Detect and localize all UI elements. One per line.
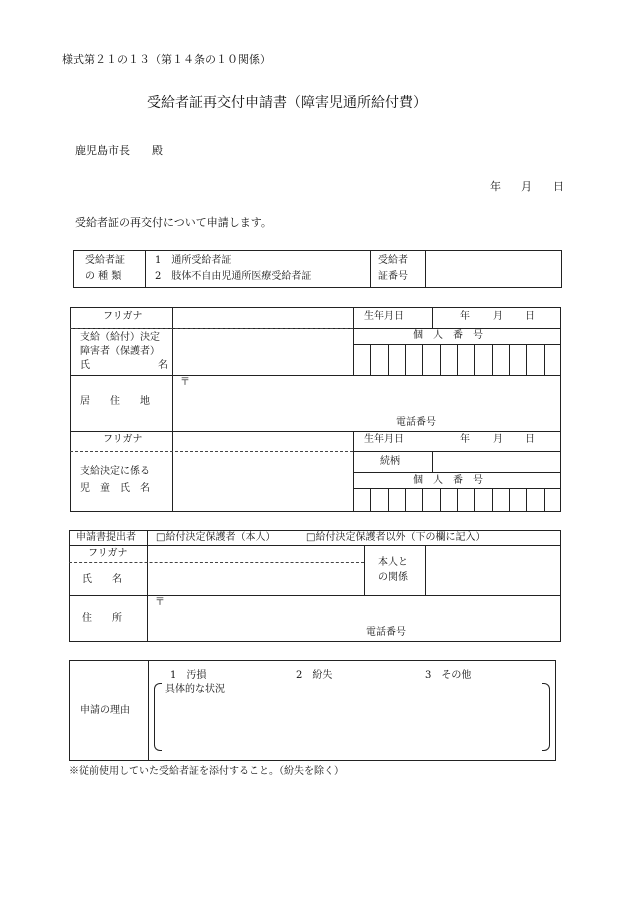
reason-option-1[interactable]: 1 汚損 <box>170 670 207 681</box>
number-cell-divider <box>492 488 493 512</box>
number-cell-divider <box>388 488 389 512</box>
child-relation-label: 続柄 <box>380 456 400 467</box>
number-cell-divider <box>526 344 527 375</box>
reason-label: 申請の理由 <box>80 705 130 716</box>
cert-type-label-1: 受給者証 <box>85 255 125 266</box>
child-furigana-label: フリガナ <box>103 434 143 445</box>
child-name-label-1: 支給決定に係る <box>80 466 150 477</box>
reason-bracket-right <box>542 683 550 751</box>
guardian-kojin-number-grid[interactable] <box>353 344 561 375</box>
guardian-name-label-2: 障害者（保護者） <box>80 346 160 357</box>
cert-type-label-2: の 種 類 <box>85 271 122 282</box>
applicant-furigana-field[interactable] <box>148 546 363 561</box>
child-name-field[interactable] <box>173 452 352 511</box>
reason-option-2[interactable]: 2 紛失 <box>296 670 333 681</box>
child-kojin-number-grid[interactable] <box>353 488 561 512</box>
cert-number-field[interactable] <box>426 251 561 287</box>
page-title: 受給者証再交付申請書（障害児通所給付費） <box>147 95 427 111</box>
reason-option-3[interactable]: 3 その他 <box>425 670 472 681</box>
number-cell-divider <box>405 344 406 375</box>
applicant-furigana-label: フリガナ <box>88 548 128 559</box>
child-name-label-2: 児 童 氏 名 <box>80 483 150 494</box>
child-relation-field[interactable] <box>433 452 560 471</box>
guardian-birth-year: 年 <box>460 311 470 322</box>
footnote: ※従前使用していた受給者証を添付すること。（紛失を除く） <box>69 766 344 777</box>
guardian-name-label-3b: 名 <box>158 360 168 371</box>
number-cell-divider <box>457 488 458 512</box>
number-cell-divider <box>388 344 389 375</box>
guardian-furigana-field[interactable] <box>173 308 352 327</box>
child-kojin-label: 個 人 番 号 <box>413 475 483 486</box>
guardian-birth-month: 月 <box>493 311 503 322</box>
number-cell-divider <box>544 488 545 512</box>
cert-number-label-1: 受給者 <box>378 255 408 266</box>
guardian-kojin-label: 個 人 番 号 <box>413 330 483 341</box>
applicant-address-field[interactable] <box>165 597 559 625</box>
date-year: 年 <box>490 180 501 193</box>
guardian-furigana-label: フリガナ <box>103 311 143 322</box>
guardian-address-field[interactable] <box>190 377 560 415</box>
applicant-phone-label: 電話番号 <box>366 627 406 638</box>
child-birth-label: 生年月日 <box>364 434 404 445</box>
applicant-relation-field[interactable] <box>426 546 560 594</box>
number-cell-divider <box>492 344 493 375</box>
applicant-relation-label-1: 本人と <box>378 557 408 568</box>
applicant-name-label: 氏 名 <box>82 574 122 585</box>
guardian-birth-label: 生年月日 <box>364 311 404 322</box>
applicant-name-field[interactable] <box>148 563 363 594</box>
applicant-relation-label-2: の関係 <box>378 572 408 583</box>
date-day: 日 <box>553 180 564 193</box>
number-cell-divider <box>440 344 441 375</box>
reason-bracket-left <box>154 683 162 751</box>
number-cell-divider <box>474 488 475 512</box>
reason-detail-label: 具体的な状況 <box>165 684 225 695</box>
number-cell-divider <box>405 488 406 512</box>
cert-type-option-1[interactable]: 1 通所受給者証 <box>155 255 232 266</box>
number-cell-divider <box>370 344 371 375</box>
form-code: 様式第２１の１３（第１４条の１０関係） <box>62 53 271 66</box>
guardian-postal-mark: 〒 <box>180 377 190 388</box>
cert-type-option-2[interactable]: 2 肢体不自由児通所医療受給者証 <box>155 271 312 282</box>
number-cell-divider <box>509 344 510 375</box>
number-cell-divider <box>440 488 441 512</box>
guardian-birth-day: 日 <box>525 311 535 322</box>
addressee: 鹿児島市長 殿 <box>75 144 163 157</box>
child-furigana-field[interactable] <box>173 432 352 450</box>
number-cell-divider <box>509 488 510 512</box>
number-cell-divider <box>422 344 423 375</box>
intro-text: 受給者証の再交付について申請します。 <box>75 216 272 229</box>
applicant-postal-mark: 〒 <box>155 597 165 608</box>
applicant-address-label: 住 所 <box>82 613 122 624</box>
number-cell-divider <box>544 344 545 375</box>
number-cell-divider <box>422 488 423 512</box>
reason-detail-field[interactable] <box>165 700 539 746</box>
guardian-address-label: 居 住 地 <box>80 396 150 407</box>
guardian-name-field[interactable] <box>173 329 352 374</box>
child-birth-month: 月 <box>493 434 503 445</box>
applicant-option-self[interactable]: □給付決定保護者（本人） <box>156 532 276 543</box>
date-month: 月 <box>521 180 532 193</box>
number-cell-divider <box>526 488 527 512</box>
guardian-phone-label: 電話番号 <box>396 417 436 428</box>
cert-number-label-2: 証番号 <box>378 271 408 282</box>
number-cell-divider <box>474 344 475 375</box>
child-birth-day: 日 <box>525 434 535 445</box>
number-cell-divider <box>370 488 371 512</box>
number-cell-divider <box>457 344 458 375</box>
guardian-name-label-3a: 氏 <box>80 360 90 371</box>
applicant-header: 申請書提出者 <box>76 532 136 543</box>
guardian-name-label-1: 支給（給付）決定 <box>80 332 160 343</box>
applicant-option-other[interactable]: □給付決定保護者以外（下の欄に記入） <box>306 532 486 543</box>
child-birth-year: 年 <box>460 434 470 445</box>
